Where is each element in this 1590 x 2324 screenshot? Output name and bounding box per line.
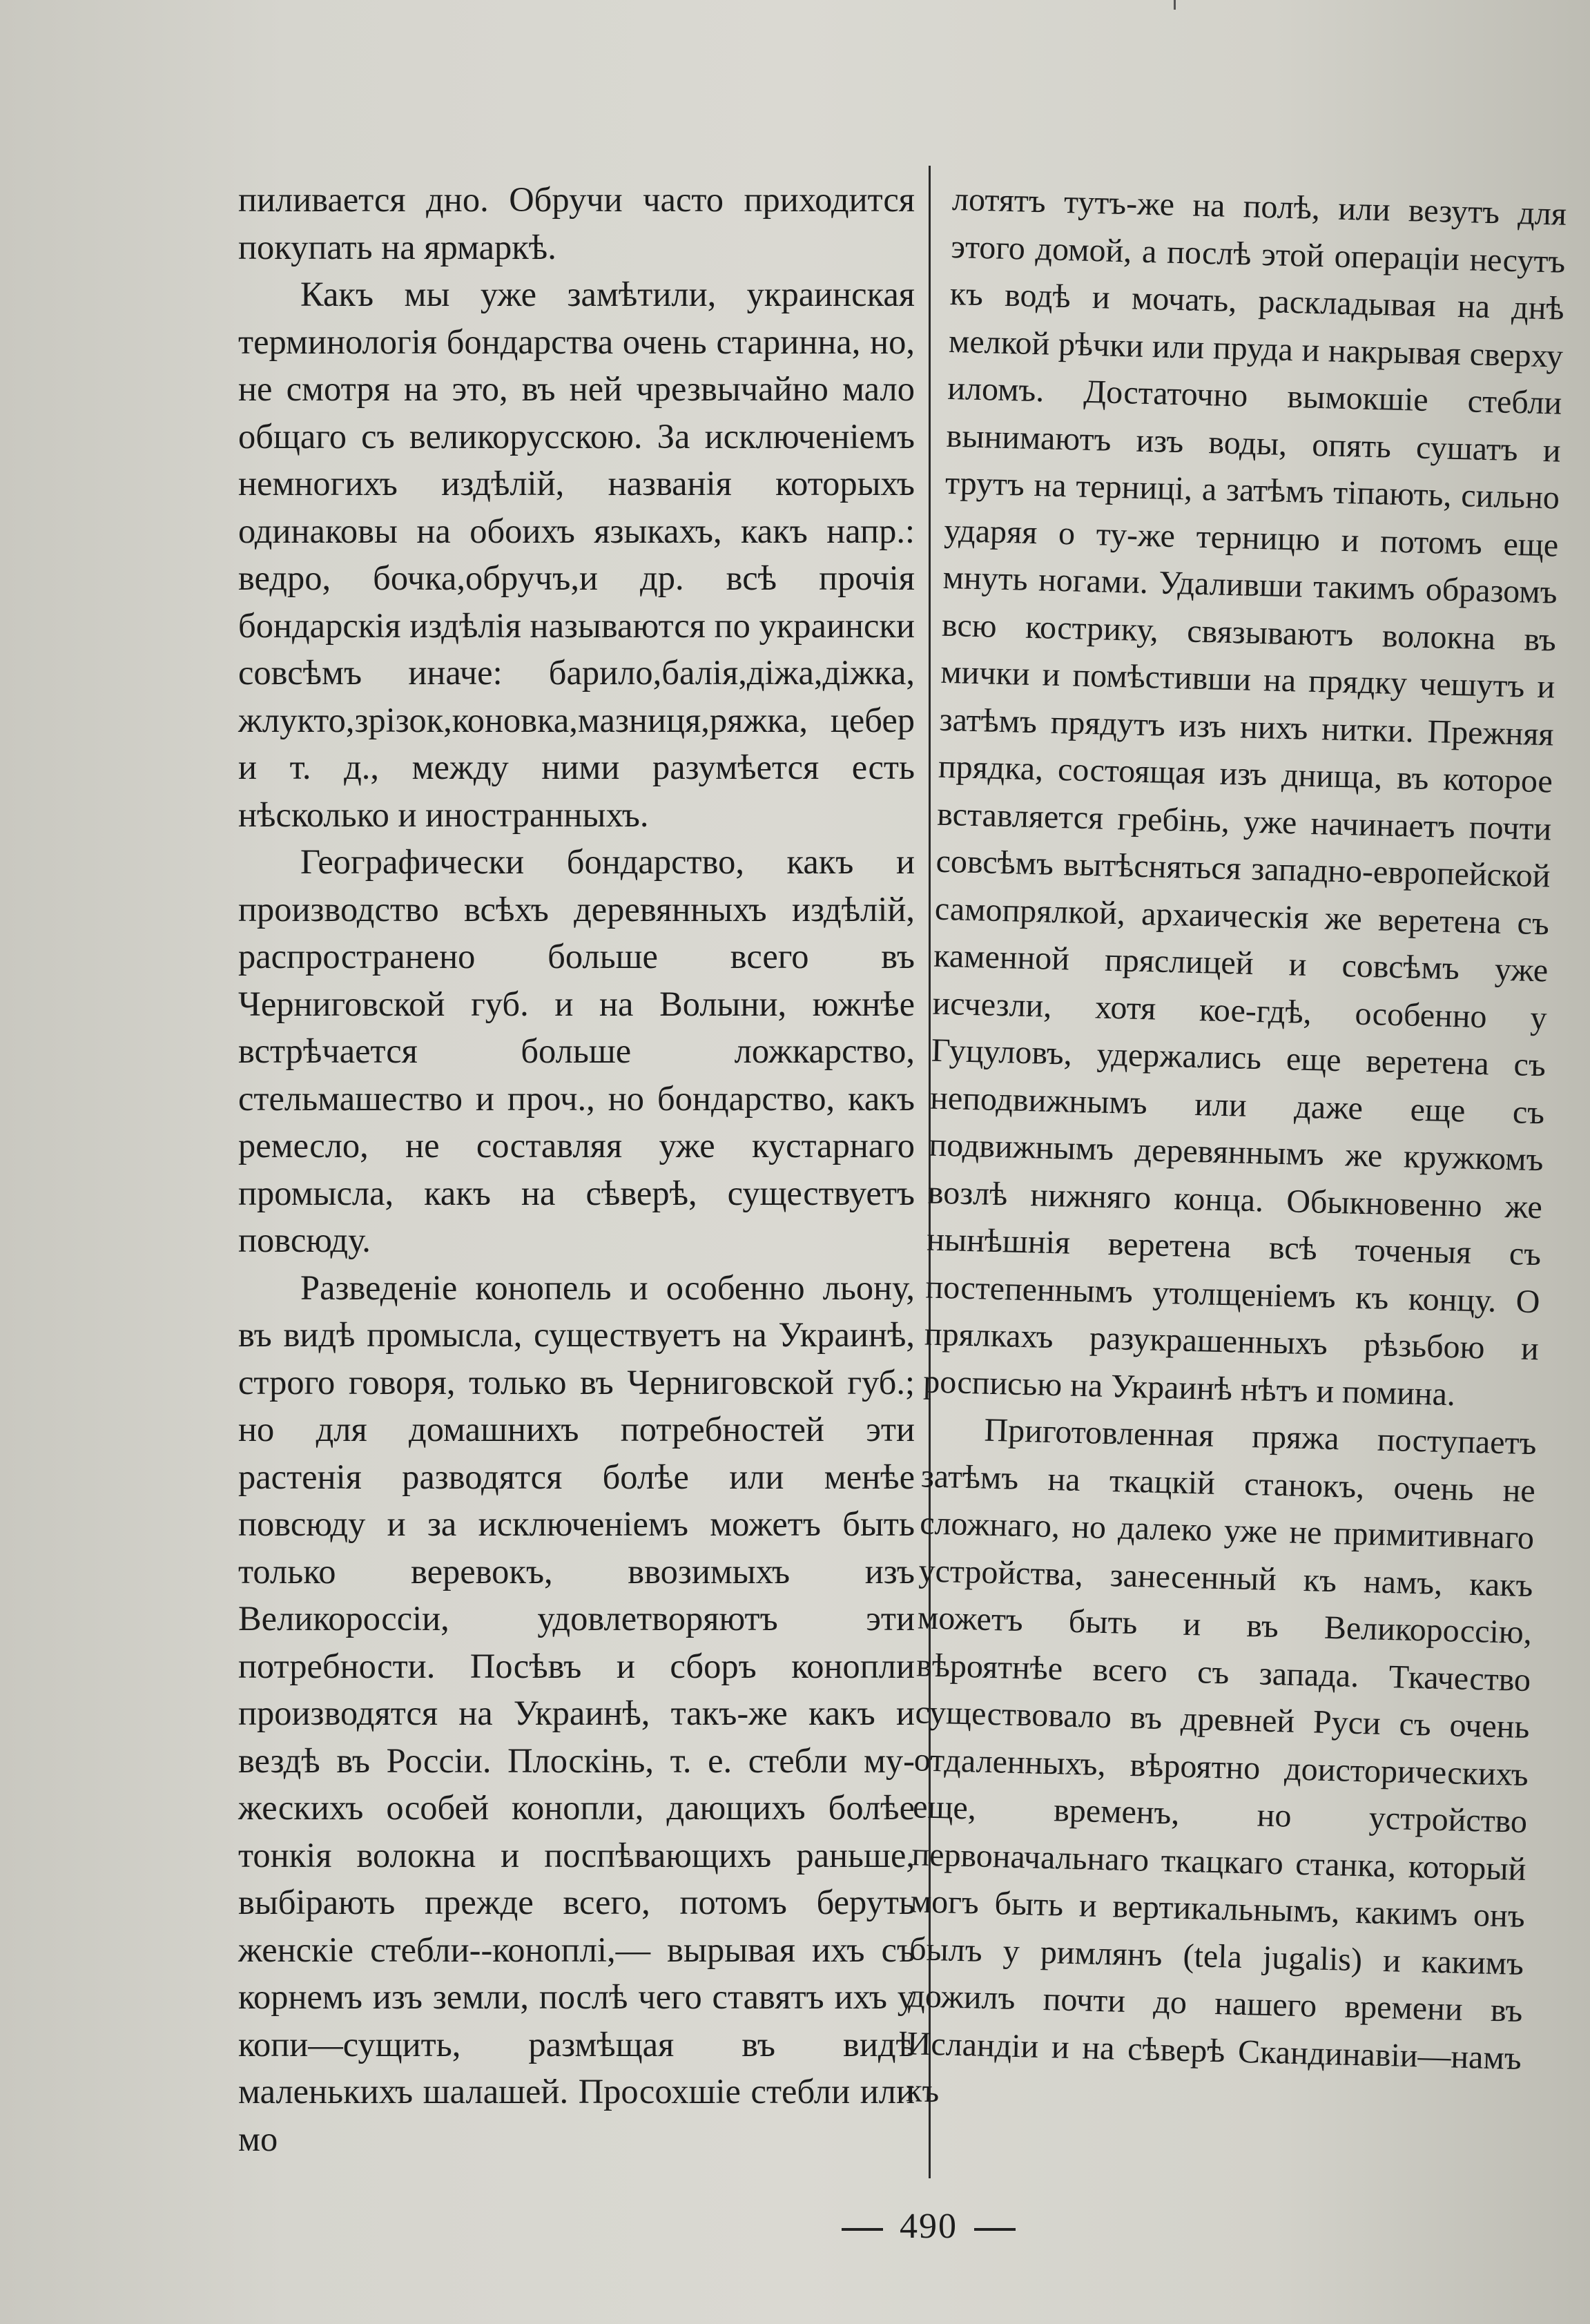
- page-number: [825, 2206, 1032, 2247]
- folio-dash-left: [842, 2228, 883, 2231]
- folio-dash-right: [974, 2228, 1016, 2231]
- left-paragraph-4: Разведеніе конопель и особенно льону, въ видѣ промысла, существуетъ на Украинѣ, строго говоря, только въ Черниговской губ.; но для домашнихъ потребностей эти растенія разводятся болѣе или менѣе повсюду и за исключеніемъ можетъ быть только веревокъ, ввозимыхъ изъ Великороссіи, удовлетворяютъ эти потребности. Посѣвъ и сборъ конопли производятся на Украинѣ, такъ-же какъ и вездѣ въ Россіи. Плоскінь, т. е. стебли мужескихъ особей конопли, дающихъ болѣе тонкія волокна и поспѣвающихъ раньше, выбірають прежде всего, потомъ беруть женскіе стебли--коноплі,— вырывая ихъ съ корнемъ изъ земли, послѣ чего ставятъ ихъ у копи—сущить, размѣщая въ видѣ маленькихъ шалашей. Просохшіе стебли или мо: [238, 1268, 915, 2158]
- page-number-text: 490: [900, 2207, 958, 2246]
- scan-mark: [1174, 0, 1176, 10]
- left-paragraph-2: Какъ мы уже замѣтили, украинская терминологія бондарства очень старинна, но, не смотря на это, въ ней чрезвычайно мало общаго съ великорусскою. За исключеніемъ немногихъ издѣлій, названія которыхъ одинаковы на обоихъ языкахъ, какъ напр.: ведро, бочка,обручъ,и др. всѣ прочія бондарскія издѣлія называются по украински совсѣмъ иначе: барило,балія,діжа,діжка, жлукто,зрізок,коновка,мазниця,ряжка, цебер и т. д., между ними разумѣется есть нѣсколько и иностранныхъ.: [238, 275, 915, 834]
- right-text-column: [905, 176, 1567, 2129]
- left-paragraph-3: Географически бондарство, какъ и производство всѣхъ деревянныхъ издѣлій, распространено больше всего въ Черниговской губ. и на Волыни, южнѣе встрѣчается больше ложкарство, стельмашество и проч., но бондарство, какъ ремесло, не составляя уже кустарнаго промысла, какъ на сѣверѣ, существуетъ повсюду.: [238, 842, 915, 1259]
- right-paragraph-1: лотятъ тутъ-же на полѣ, или везутъ для этого домой, а послѣ этой операціи несутъ къ водѣ и мочать, раскладывая на днѣ мелкой рѣчки или пруда и накрывая сверху иломъ. Достаточно вымокшіе стебли вынимаютъ изъ воды, опять сушатъ и трутъ на терниці, а затѣмъ тіпають, сильно ударяя о ту-же терницю и потомъ еще мнуть ногами. Удаливши такимъ образомъ всю кострику, связываютъ волокна въ мички и помѣстивши на прядку чешутъ и затѣмъ прядутъ изъ нихъ нитки. Прежняя прядка, состоящая изъ днища, въ которое вставляется гребінь, уже начинаетъ почти совсѣмъ вытѣсняться западно-европейской самопрялкой, архаическія же веретена съ каменной пряслицей и совсѣмъ уже исчезли, хотя кое-гдѣ, особенно у Гуцуловъ, удержались еще веретена съ неподвижнымъ или даже еще съ подвижнымъ деревяннымъ же кружкомъ возлѣ нижняго конца. Обыкновенно же нынѣшнія веретена всѣ точеныя съ постепеннымъ утолщеніемъ къ концу. О прялкахъ разукрашенныхъ рѣзьбою и росписью на Украинѣ нѣтъ и помина.: [922, 180, 1567, 1413]
- left-text-column: [238, 176, 915, 2162]
- right-paragraph-2: Приготовленная пряжа поступаетъ затѣмъ на ткацкій станокъ, очень не сложнаго, но далеко уже не примитивнаго устройства, занесенный къ намъ, какъ можетъ быть и въ Великороссію, вѣроятнѣе всего съ запада. Ткачество существовало въ древней Руси съ очень отдаленныхъ, вѣроятно доисторическихъ еще, временъ, но устройство первоначальнаго ткацкаго станка, который могъ быть и вертикальнымъ, какимъ онъ былъ у римлянъ (tela jugalis) и какимъ дожилъ почти до нашего времени въ Исландіи и на сѣверѣ Скандинавіи—намъ къ: [905, 1411, 1538, 2110]
- left-paragraph-1: пиливается дно. Обручи часто приходится покупать на ярмаркѣ.: [238, 180, 915, 267]
